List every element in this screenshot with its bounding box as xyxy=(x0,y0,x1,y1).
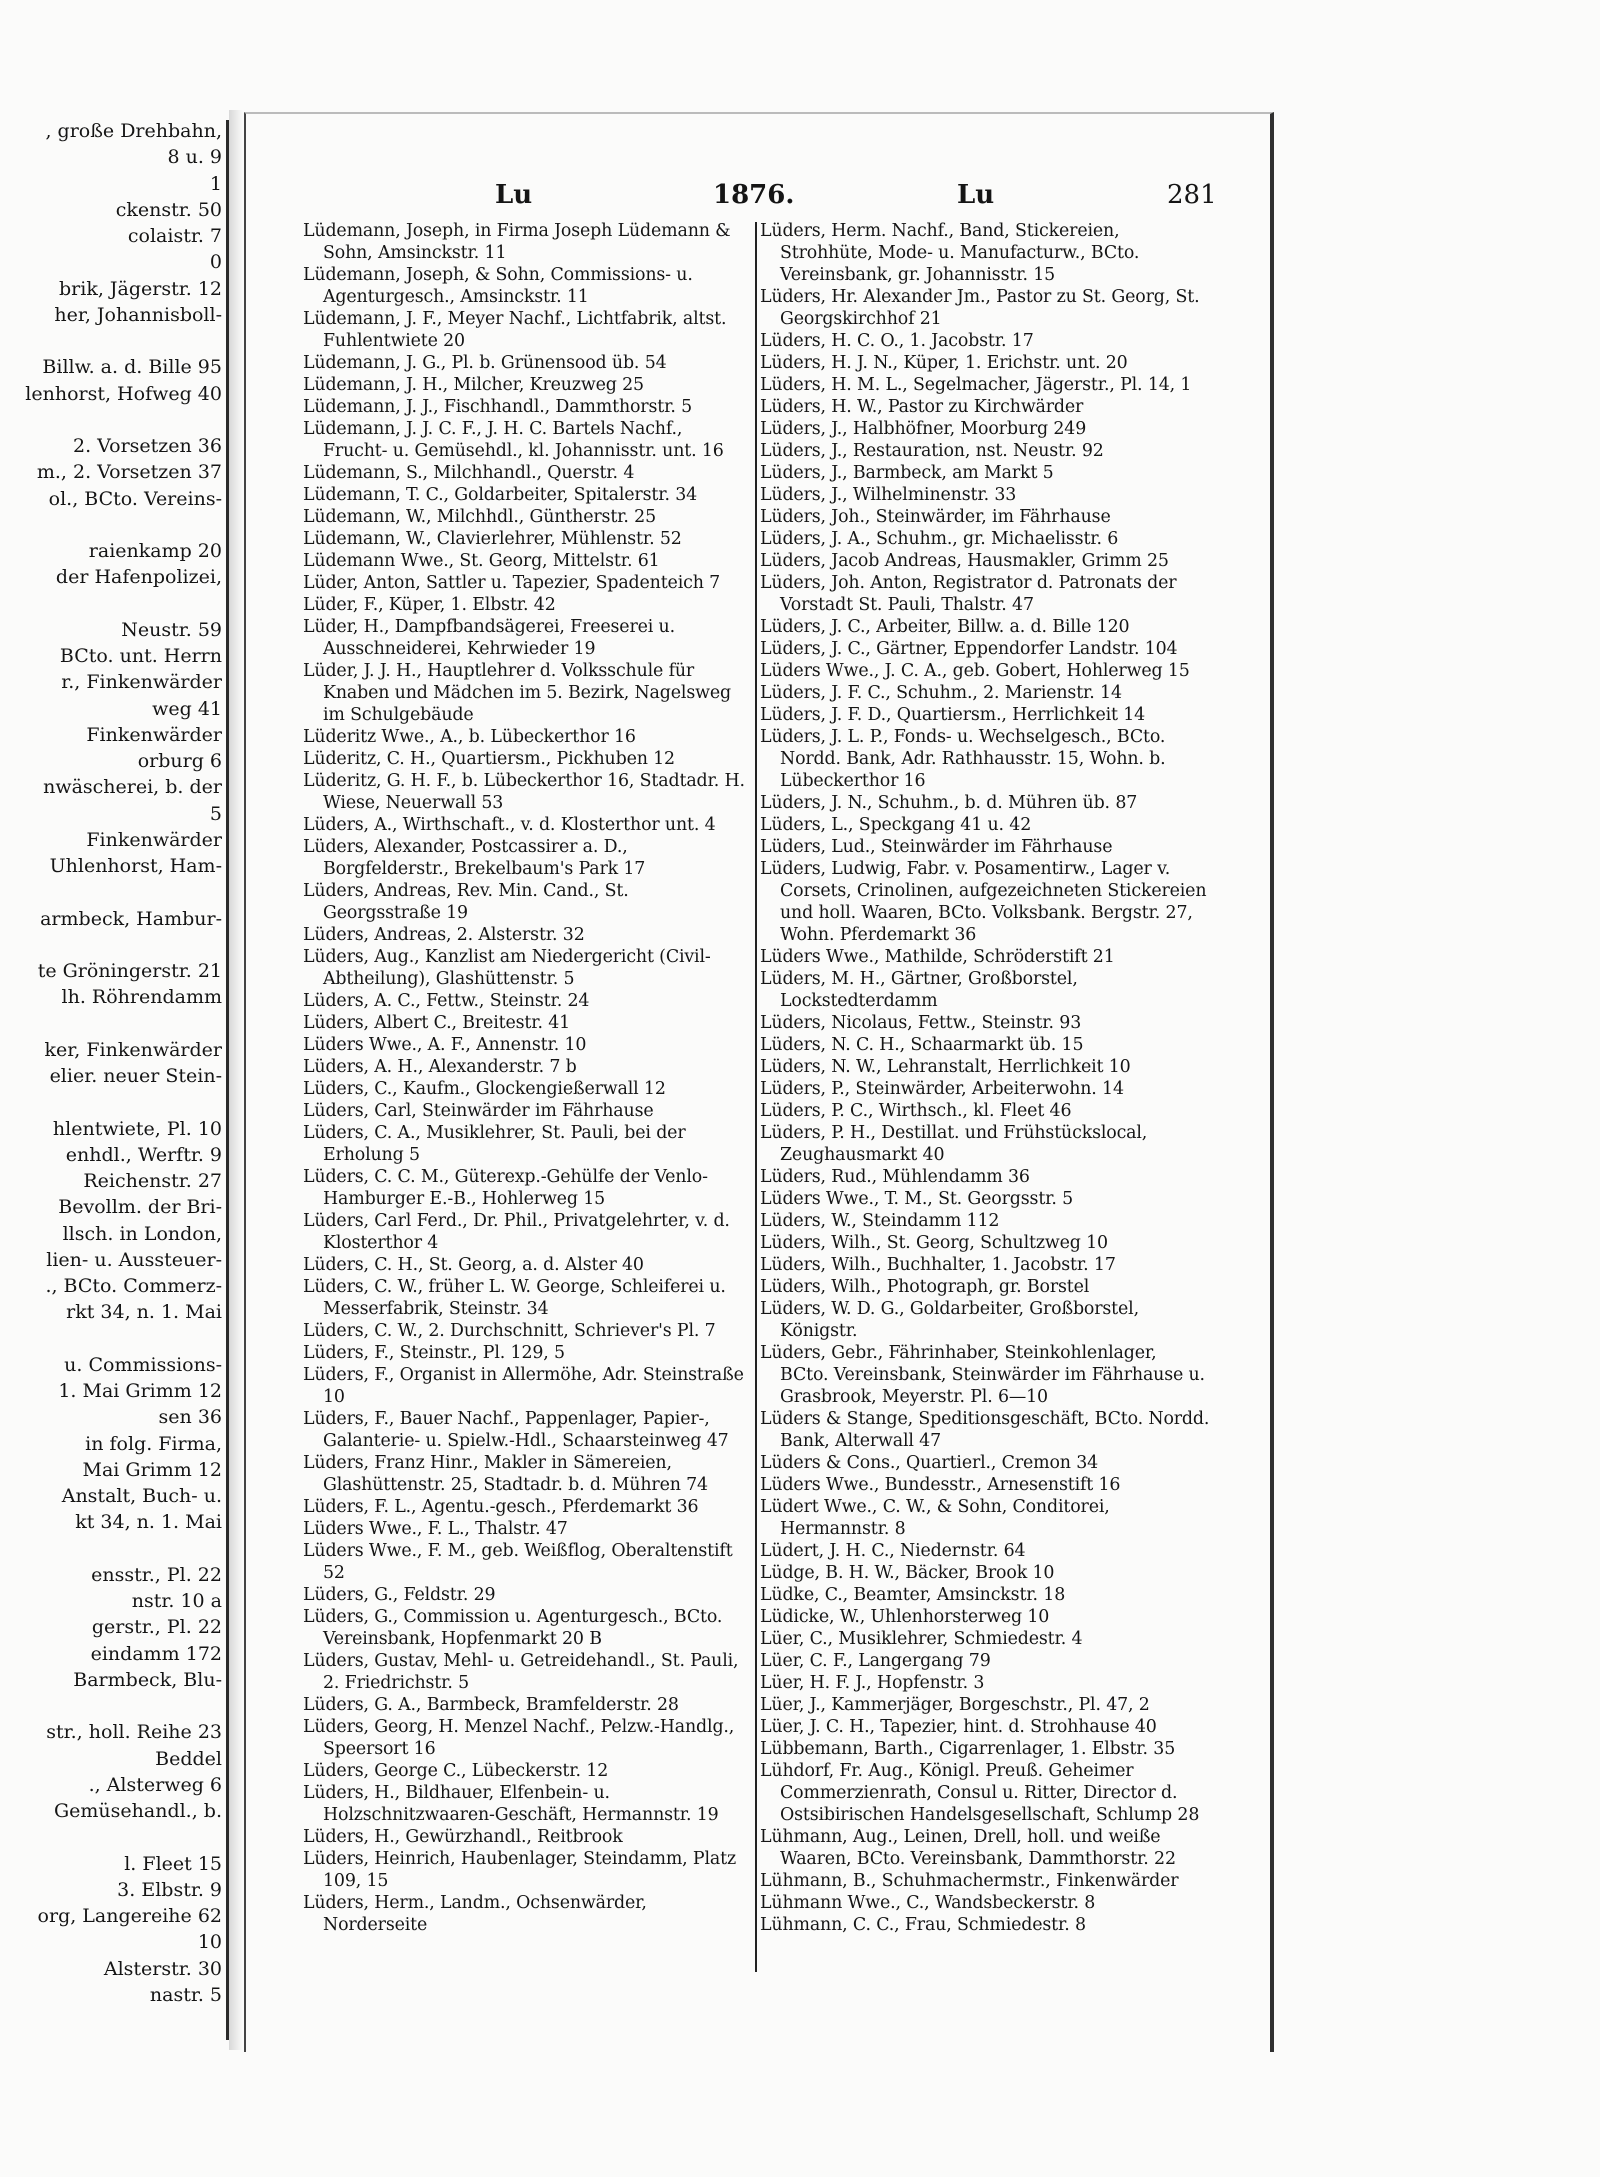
fragment-line: org, Langereihe 62 xyxy=(37,1905,222,1927)
directory-entry: Lüdemann, J. G., Pl. b. Grünensood üb. 54 xyxy=(303,353,667,373)
directory-entry: Lühdorf, Fr. Aug., Königl. Preuß. Geheimer Commerzienrath, Consul u. Ritter, Director d. Ostsibirischen Handelsgesellschaft, Schlump 28 xyxy=(760,1761,1200,1825)
fragment-line: u. Commissions- xyxy=(64,1353,222,1376)
directory-entry: Lüders, J. C., Gärtner, Eppendorfer Landstr. 104 xyxy=(760,639,1178,659)
directory-entry: Lüders, Joh. Anton, Registrator d. Patronats der Vorstadt St. Pauli, Thalstr. 47 xyxy=(760,573,1177,615)
directory-entry: Lüdge, B. H. W., Bäcker, Brook 10 xyxy=(760,1563,1055,1583)
directory-entry: Lüders, N. W., Lehranstalt, Herrlichkeit 10 xyxy=(760,1057,1131,1077)
fragment-line: llsch. in London, xyxy=(62,1222,222,1245)
fragment-line: weg 41 xyxy=(152,697,222,720)
fragment-line: sen 36 xyxy=(158,1406,222,1429)
directory-column-right xyxy=(760,220,1210,1936)
fragment-line: ., BCto. Commerz- xyxy=(45,1275,222,1297)
directory-entry: Lüdicke, W., Uhlenhorsterweg 10 xyxy=(760,1607,1050,1627)
directory-entry: Lüderitz, C. H., Quartiersm., Pickhuben 12 xyxy=(303,749,675,769)
directory-entry: Lüdemann, J. J., Fischhandl., Dammthorstr. 5 xyxy=(303,397,693,417)
directory-entry: Lüders, J. F. C., Schuhm., 2. Marienstr. 14 xyxy=(760,683,1122,703)
fragment-line: gerstr., Pl. 22 xyxy=(91,1616,222,1639)
directory-entry: Lüders, J. F. D., Quartiersm., Herrlichkeit 14 xyxy=(760,705,1146,725)
directory-entry: Lüdemann Wwe., St. Georg, Mittelstr. 61 xyxy=(303,551,660,571)
directory-entry: Lüders & Stange, Speditionsgeschäft, BCto. Nordd. Bank, Alterwall 47 xyxy=(760,1409,1210,1451)
directory-entry: Lüdemann, T. C., Goldarbeiter, Spitalerstr. 34 xyxy=(303,485,698,505)
directory-entry: Lüders Wwe., J. C. A., geb. Gobert, Hohlerweg 15 xyxy=(760,661,1190,681)
fragment-line: ckenstr. 50 xyxy=(115,198,222,221)
directory-entry: Lüders, J. N., Schuhm., b. d. Mühren üb. 87 xyxy=(760,793,1138,813)
fragment-line: Barmbeck, Blu- xyxy=(73,1668,222,1691)
directory-entry: Lüders, P., Steinwärder, Arbeiterwohn. 14 xyxy=(760,1079,1124,1099)
directory-entry: Lüdemann, S., Milchhandl., Querstr. 4 xyxy=(303,463,635,483)
fragment-line: Finkenwärder xyxy=(86,828,222,851)
directory-entry: Lüders, F. L., Agentu.-gesch., Pferdemarkt 36 xyxy=(303,1497,699,1517)
fragment-line: in folg. Firma, xyxy=(85,1432,222,1455)
fragment-line: 8 u. 9 xyxy=(167,146,222,169)
directory-entry: Lühmann, C. C., Frau, Schmiedestr. 8 xyxy=(760,1915,1086,1935)
fragment-line: eindamm 172 xyxy=(90,1642,222,1665)
directory-entry: Lüer, H. F. J., Hopfenstr. 3 xyxy=(760,1673,985,1693)
directory-entry: Lüdke, C., Beamter, Amsinckstr. 18 xyxy=(760,1585,1066,1605)
fragment-line: r., Finkenwärder xyxy=(61,671,222,694)
directory-entry: Lüders, F., Steinstr., Pl. 129, 5 xyxy=(303,1343,565,1363)
directory-entry: Lüders, G. A., Barmbeck, Bramfelderstr. 28 xyxy=(303,1695,679,1715)
directory-entry: Lüders, P. C., Wirthsch., kl. Fleet 46 xyxy=(760,1101,1072,1121)
fragment-line: elier. neuer Stein- xyxy=(49,1065,222,1087)
fragment-line: her, Johannisboll- xyxy=(54,303,222,326)
fragment-line: str., holl. Reihe 23 xyxy=(46,1721,222,1744)
fragment-line: BCto. unt. Herrn xyxy=(59,645,222,667)
directory-entry: Lüders, Gustav, Mehl- u. Getreidehandl., St. Pauli, 2. Friedrichstr. 5 xyxy=(303,1651,739,1693)
directory-entry: Lüders, M. H., Gärtner, Großborstel, Lockstedterdamm xyxy=(760,969,1078,1011)
fragment-line: nstr. 10 a xyxy=(131,1590,222,1612)
year-heading: 1876. xyxy=(713,180,795,210)
directory-entry: Lüdert Wwe., C. W., & Sohn, Conditorei, Hermannstr. 8 xyxy=(760,1497,1110,1539)
directory-entry: Lüders Wwe., Bundesstr., Arnesenstift 16 xyxy=(760,1475,1121,1495)
page-header xyxy=(495,180,1215,210)
fragment-line: , große Drehbahn, xyxy=(45,120,222,142)
fragment-line: orburg 6 xyxy=(137,750,222,772)
directory-entry: Lüders, Andreas, Rev. Min. Cand., St. Georgsstraße 19 xyxy=(303,881,629,923)
directory-entry: Lüder, J. J. H., Hauptlehrer d. Volksschule für Knaben und Mädchen im 5. Bezirk, Nagelsweg im Schulgebäude xyxy=(303,661,731,725)
fragment-line: 2. Vorsetzen 36 xyxy=(72,435,222,457)
fragment-line: 1. Mai Grimm 12 xyxy=(58,1380,222,1402)
fragment-line: lenhorst, Hofweg 40 xyxy=(25,382,222,405)
directory-entry: Lüders, Rud., Mühlendamm 36 xyxy=(760,1167,1030,1187)
fragment-line: Billw. a. d. Bille 95 xyxy=(42,356,222,379)
directory-entry: Lüders, H. M. L., Segelmacher, Jägerstr., Pl. 14, 1 xyxy=(760,375,1192,395)
directory-entry: Lüders, J., Halbhöfner, Moorburg 249 xyxy=(760,419,1087,439)
directory-entry: Lüders Wwe., F. L., Thalstr. 47 xyxy=(303,1519,568,1539)
directory-entry: Lüders, H. C. O., 1. Jacobstr. 17 xyxy=(760,331,1034,351)
directory-entry: Lüders, W., Steindamm 112 xyxy=(760,1211,1000,1231)
directory-entry: Lüders, J., Wilhelminenstr. 33 xyxy=(760,485,1017,505)
fragment-line: Uhlenhorst, Ham- xyxy=(49,855,222,877)
right-running-head: Lu xyxy=(957,180,995,210)
directory-entry: Lüders, H. W., Pastor zu Kirchwärder xyxy=(760,397,1084,417)
fragment-line: te Gröningerstr. 21 xyxy=(37,960,222,982)
directory-column-left xyxy=(303,220,751,1936)
directory-entry: Lüders, C. C. M., Güterexp.-Gehülfe der Venlo-Hamburger E.-B., Hohlerweg 15 xyxy=(303,1167,708,1209)
directory-entry: Lüer, J. C. H., Tapezier, hint. d. Strohhause 40 xyxy=(760,1717,1157,1737)
directory-entry: Lüer, C. F., Langergang 79 xyxy=(760,1651,991,1671)
fragment-line: Neustr. 59 xyxy=(121,618,222,641)
directory-entry: Lüders, Nicolaus, Fettw., Steinstr. 93 xyxy=(760,1013,1082,1033)
fragment-line: Alsterstr. 30 xyxy=(103,1957,222,1980)
fragment-line: lien- u. Aussteuer- xyxy=(46,1248,222,1271)
directory-entry: Lüders, Herm. Nachf., Band, Stickereien, Strohhüte, Mode- u. Manufacturw., BCto. Vereinsbank, gr. Johannisstr. 15 xyxy=(760,221,1140,285)
fragment-line: rkt 34, n. 1. Mai xyxy=(66,1301,222,1324)
fragment-line: 10 xyxy=(197,1931,222,1954)
fragment-line: Finkenwärder xyxy=(86,723,222,746)
fragment-line: hlentwiete, Pl. 10 xyxy=(52,1117,222,1140)
directory-entry: Lüders, C., Kaufm., Glockengießerwall 12 xyxy=(303,1079,666,1099)
directory-entry: Lüders, George C., Lübeckerstr. 12 xyxy=(303,1761,609,1781)
directory-entry: Lüders Wwe., A. F., Annenstr. 10 xyxy=(303,1035,587,1055)
directory-entry: Lüders, H. J. N., Küper, 1. Erichstr. unt. 20 xyxy=(760,353,1128,373)
directory-entry: Lüdemann, W., Milchhdl., Güntherstr. 25 xyxy=(303,507,656,527)
directory-entry: Lüders Wwe., F. M., geb. Weißflog, Oberaltenstift 52 xyxy=(303,1541,733,1583)
directory-entry: Lüders, Wilh., Buchhalter, 1. Jacobstr. 17 xyxy=(760,1255,1116,1275)
directory-entry: Lüders, C. W., früher L. W. George, Schleiferei u. Messerfabrik, Steinstr. 34 xyxy=(303,1277,726,1319)
directory-entry: Lüders, Georg, H. Menzel Nachf., Pelzw.-Handlg., Speersort 16 xyxy=(303,1717,735,1759)
directory-entry: Lüders, G., Commission u. Agenturgesch., BCto. Vereinsbank, Hopfenmarkt 20 B xyxy=(303,1607,723,1649)
directory-entry: Lüdemann, W., Clavierlehrer, Mühlenstr. 52 xyxy=(303,529,682,549)
directory-entry: Lüders, Franz Hinr., Makler in Sämereien, Glashüttenstr. 25, Stadtadr. b. d. Mühren 74 xyxy=(303,1453,708,1495)
fragment-line: der Hafenpolizei, xyxy=(55,566,222,589)
fragment-line: 1 xyxy=(209,172,222,195)
fragment-line: armbeck, Hambur- xyxy=(40,907,222,930)
fragment-line: Mai Grimm 12 xyxy=(82,1458,222,1481)
fragment-line: ensstr., Pl. 22 xyxy=(91,1563,222,1586)
directory-entry: Lühmann, Aug., Leinen, Drell, holl. und weiße Waaren, BCto. Vereinsbank, Dammthorstr. 22 xyxy=(760,1827,1176,1869)
fragment-line: ., Alsterweg 6 xyxy=(88,1773,222,1796)
directory-entry: Lüderitz Wwe., A., b. Lübeckerthor 16 xyxy=(303,727,636,747)
directory-entry: Lüders Wwe., Mathilde, Schröderstift 21 xyxy=(760,947,1115,967)
directory-entry: Lüders, W. D. G., Goldarbeiter, Großborstel, Königstr. xyxy=(760,1299,1139,1341)
directory-entry: Lüders, Joh., Steinwärder, im Fährhause xyxy=(760,507,1111,527)
fragment-line: lh. Röhrendamm xyxy=(61,986,222,1009)
directory-entry: Lüders, Ludwig, Fabr. v. Posamentirw., Lager v. Corsets, Crinolinen, aufgezeichneten Stickereien und holl. Waaren, BCto. Volksbank. Bergstr. 27, Wohn. Pferdemarkt 36 xyxy=(760,859,1207,945)
directory-entry: Lüders, C. W., 2. Durchschnitt, Schriever's Pl. 7 xyxy=(303,1321,716,1341)
fragment-line: nwäscherei, b. der xyxy=(43,776,222,799)
directory-entry: Lüdemann, J. F., Meyer Nachf., Lichtfabrik, altst. Fuhlentwiete 20 xyxy=(303,309,727,351)
fragment-line: 5 xyxy=(209,802,222,825)
fragment-line: 3. Elbstr. 9 xyxy=(117,1878,222,1901)
directory-entry: Lüders, J., Restauration, nst. Neustr. 92 xyxy=(760,441,1104,461)
fragment-line: Anstalt, Buch- u. xyxy=(61,1485,222,1507)
fragment-line: Reichenstr. 27 xyxy=(83,1170,222,1192)
directory-entry: Lüders, J. L. P., Fonds- u. Wechselgesch., BCto. Nordd. Bank, Adr. Rathhausstr. 15, Wohn. b. Lübeckerthor 16 xyxy=(760,727,1166,791)
directory-entry: Lüders, Herm., Landm., Ochsenwärder, Norderseite xyxy=(303,1893,647,1935)
directory-entry: Lüdemann, J. J. C. F., J. H. C. Bartels Nachf., Frucht- u. Gemüsehdl., kl. Johannisstr. unt. 16 xyxy=(303,419,724,461)
fragment-line: kt 34, n. 1. Mai xyxy=(75,1511,222,1534)
directory-entry: Lüders, J. A., Schuhm., gr. Michaelisstr. 6 xyxy=(760,529,1119,549)
directory-entry: Lüders, Heinrich, Haubenlager, Steindamm, Platz 109, 15 xyxy=(303,1849,736,1891)
directory-entry: Lüders, A. C., Fettw., Steinstr. 24 xyxy=(303,991,590,1011)
directory-entry: Lüders, Gebr., Fährinhaber, Steinkohlenlager, BCto. Vereinsbank, Steinwärder im Fährhause u. Grasbrook, Meyerstr. Pl. 6—10 xyxy=(760,1343,1205,1407)
left-running-head: Lu xyxy=(495,180,533,210)
directory-entry: Lüdemann, Joseph, & Sohn, Commissions- u. Agenturgesch., Amsinckstr. 11 xyxy=(303,265,693,307)
directory-entry: Lüders, Wilh., Photograph, gr. Borstel xyxy=(760,1277,1090,1297)
page-number: 281 xyxy=(1167,180,1217,210)
directory-entry: Lüders, J., Barmbeck, am Markt 5 xyxy=(760,463,1054,483)
left-page-fragment xyxy=(0,120,229,2040)
fragment-line: brik, Jägerstr. 12 xyxy=(59,277,222,300)
directory-entry: Lübbemann, Barth., Cigarrenlager, 1. Elbstr. 35 xyxy=(760,1739,1176,1759)
directory-entry: Lühmann, B., Schuhmachermstr., Finkenwärder xyxy=(760,1871,1179,1891)
directory-entry: Lüdert, J. H. C., Niedernstr. 64 xyxy=(760,1541,1026,1561)
directory-entry: Lüders, L., Speckgang 41 u. 42 xyxy=(760,815,1032,835)
directory-entry: Lüders, H., Gewürzhandl., Reitbrook xyxy=(303,1827,623,1847)
directory-entry: Lüer, J., Kammerjäger, Borgeschstr., Pl. 47, 2 xyxy=(760,1695,1150,1715)
fragment-line: raienkamp 20 xyxy=(88,540,222,562)
directory-entry: Lüder, H., Dampfbandsägerei, Freeserei u. Ausschneiderei, Kehrwieder 19 xyxy=(303,617,675,659)
fragment-line: colaistr. 7 xyxy=(127,225,222,247)
directory-entry: Lüders, P. H., Destillat. und Frühstückslocal, Zeughausmarkt 40 xyxy=(760,1123,1148,1165)
directory-entry: Lühmann Wwe., C., Wandsbeckerstr. 8 xyxy=(760,1893,1096,1913)
directory-entry: Lüder, F., Küper, 1. Elbstr. 42 xyxy=(303,595,556,615)
directory-entry: Lüders, C. A., Musiklehrer, St. Pauli, bei der Erholung 5 xyxy=(303,1123,686,1165)
directory-entry: Lüders, J. C., Arbeiter, Billw. a. d. Bille 120 xyxy=(760,617,1130,637)
directory-entry: Lüder, Anton, Sattler u. Tapezier, Spadenteich 7 xyxy=(303,573,721,593)
directory-entry: Lüders, F., Bauer Nachf., Pappenlager, Papier-, Galanterie- u. Spielw.-Hdl., Schaarsteinweg 47 xyxy=(303,1409,729,1451)
fragment-line: enhdl., Werftr. 9 xyxy=(65,1143,222,1166)
directory-entry: Lüders, Lud., Steinwärder im Fährhause xyxy=(760,837,1113,857)
directory-entry: Lüders, H., Bildhauer, Elfenbein- u. Holzschnitzwaaren-Geschäft, Hermannstr. 19 xyxy=(303,1783,719,1825)
directory-entry: Lüders, Jacob Andreas, Hausmakler, Grimm 25 xyxy=(760,551,1169,571)
directory-entry: Lüders, Albert C., Breitestr. 41 xyxy=(303,1013,571,1033)
directory-entry: Lüderitz, G. H. F., b. Lübeckerthor 16, Stadtadr. H. Wiese, Neuerwall 53 xyxy=(303,771,745,813)
fragment-line: 0 xyxy=(209,251,222,274)
fragment-line: Gemüsehandl., b. xyxy=(53,1800,222,1822)
directory-entry: Lüders, N. C. H., Schaarmarkt üb. 15 xyxy=(760,1035,1084,1055)
fragment-line: ker, Finkenwärder xyxy=(44,1038,222,1061)
directory-entry: Lüders, A., Wirthschaft., v. d. Klosterthor unt. 4 xyxy=(303,815,716,835)
directory-entry: Lüders, F., Organist in Allermöhe, Adr. Steinstraße 10 xyxy=(303,1365,744,1407)
directory-entry: Lüdemann, J. H., Milcher, Kreuzweg 25 xyxy=(303,375,644,395)
directory-entry: Lüders, C. H., St. Georg, a. d. Alster 40 xyxy=(303,1255,644,1275)
directory-entry: Lüders, Hr. Alexander Jm., Pastor zu St. Georg, St. Georgskirchhof 21 xyxy=(760,287,1200,329)
directory-entry: Lüders, Aug., Kanzlist am Niedergericht (Civil-Abtheilung), Glashüttenstr. 5 xyxy=(303,947,711,989)
directory-entry: Lüders, Andreas, 2. Alsterstr. 32 xyxy=(303,925,585,945)
directory-entry: Lüders Wwe., T. M., St. Georgsstr. 5 xyxy=(760,1189,1074,1209)
fragment-line: Beddel xyxy=(155,1747,222,1770)
directory-entry: Lüer, C., Musiklehrer, Schmiedestr. 4 xyxy=(760,1629,1083,1649)
fragment-line: m., 2. Vorsetzen 37 xyxy=(36,461,222,484)
directory-entry: Lüders, A. H., Alexanderstr. 7 b xyxy=(303,1057,577,1077)
directory-entry: Lüders, G., Feldstr. 29 xyxy=(303,1585,496,1605)
fragment-line: l. Fleet 15 xyxy=(124,1852,222,1875)
fragment-line: Bevollm. der Bri- xyxy=(58,1196,222,1219)
directory-entry: Lüdemann, Joseph, in Firma Joseph Lüdemann & Sohn, Amsinckstr. 11 xyxy=(303,221,731,263)
directory-entry: Lüders, Carl, Steinwärder im Fährhause xyxy=(303,1101,654,1121)
column-divider xyxy=(755,222,757,1972)
directory-entry: Lüders, Wilh., St. Georg, Schultzweg 10 xyxy=(760,1233,1108,1253)
fragment-line: ol., BCto. Vereins- xyxy=(48,487,222,510)
directory-entry: Lüders, Carl Ferd., Dr. Phil., Privatgelehrter, v. d. Klosterthor 4 xyxy=(303,1211,730,1253)
directory-entry: Lüders & Cons., Quartierl., Cremon 34 xyxy=(760,1453,1099,1473)
book-gutter xyxy=(229,110,243,2050)
directory-entry: Lüders, Alexander, Postcassirer a. D., Borgfelderstr., Brekelbaum's Park 17 xyxy=(303,837,646,879)
fragment-line: nastr. 5 xyxy=(149,1983,222,2006)
